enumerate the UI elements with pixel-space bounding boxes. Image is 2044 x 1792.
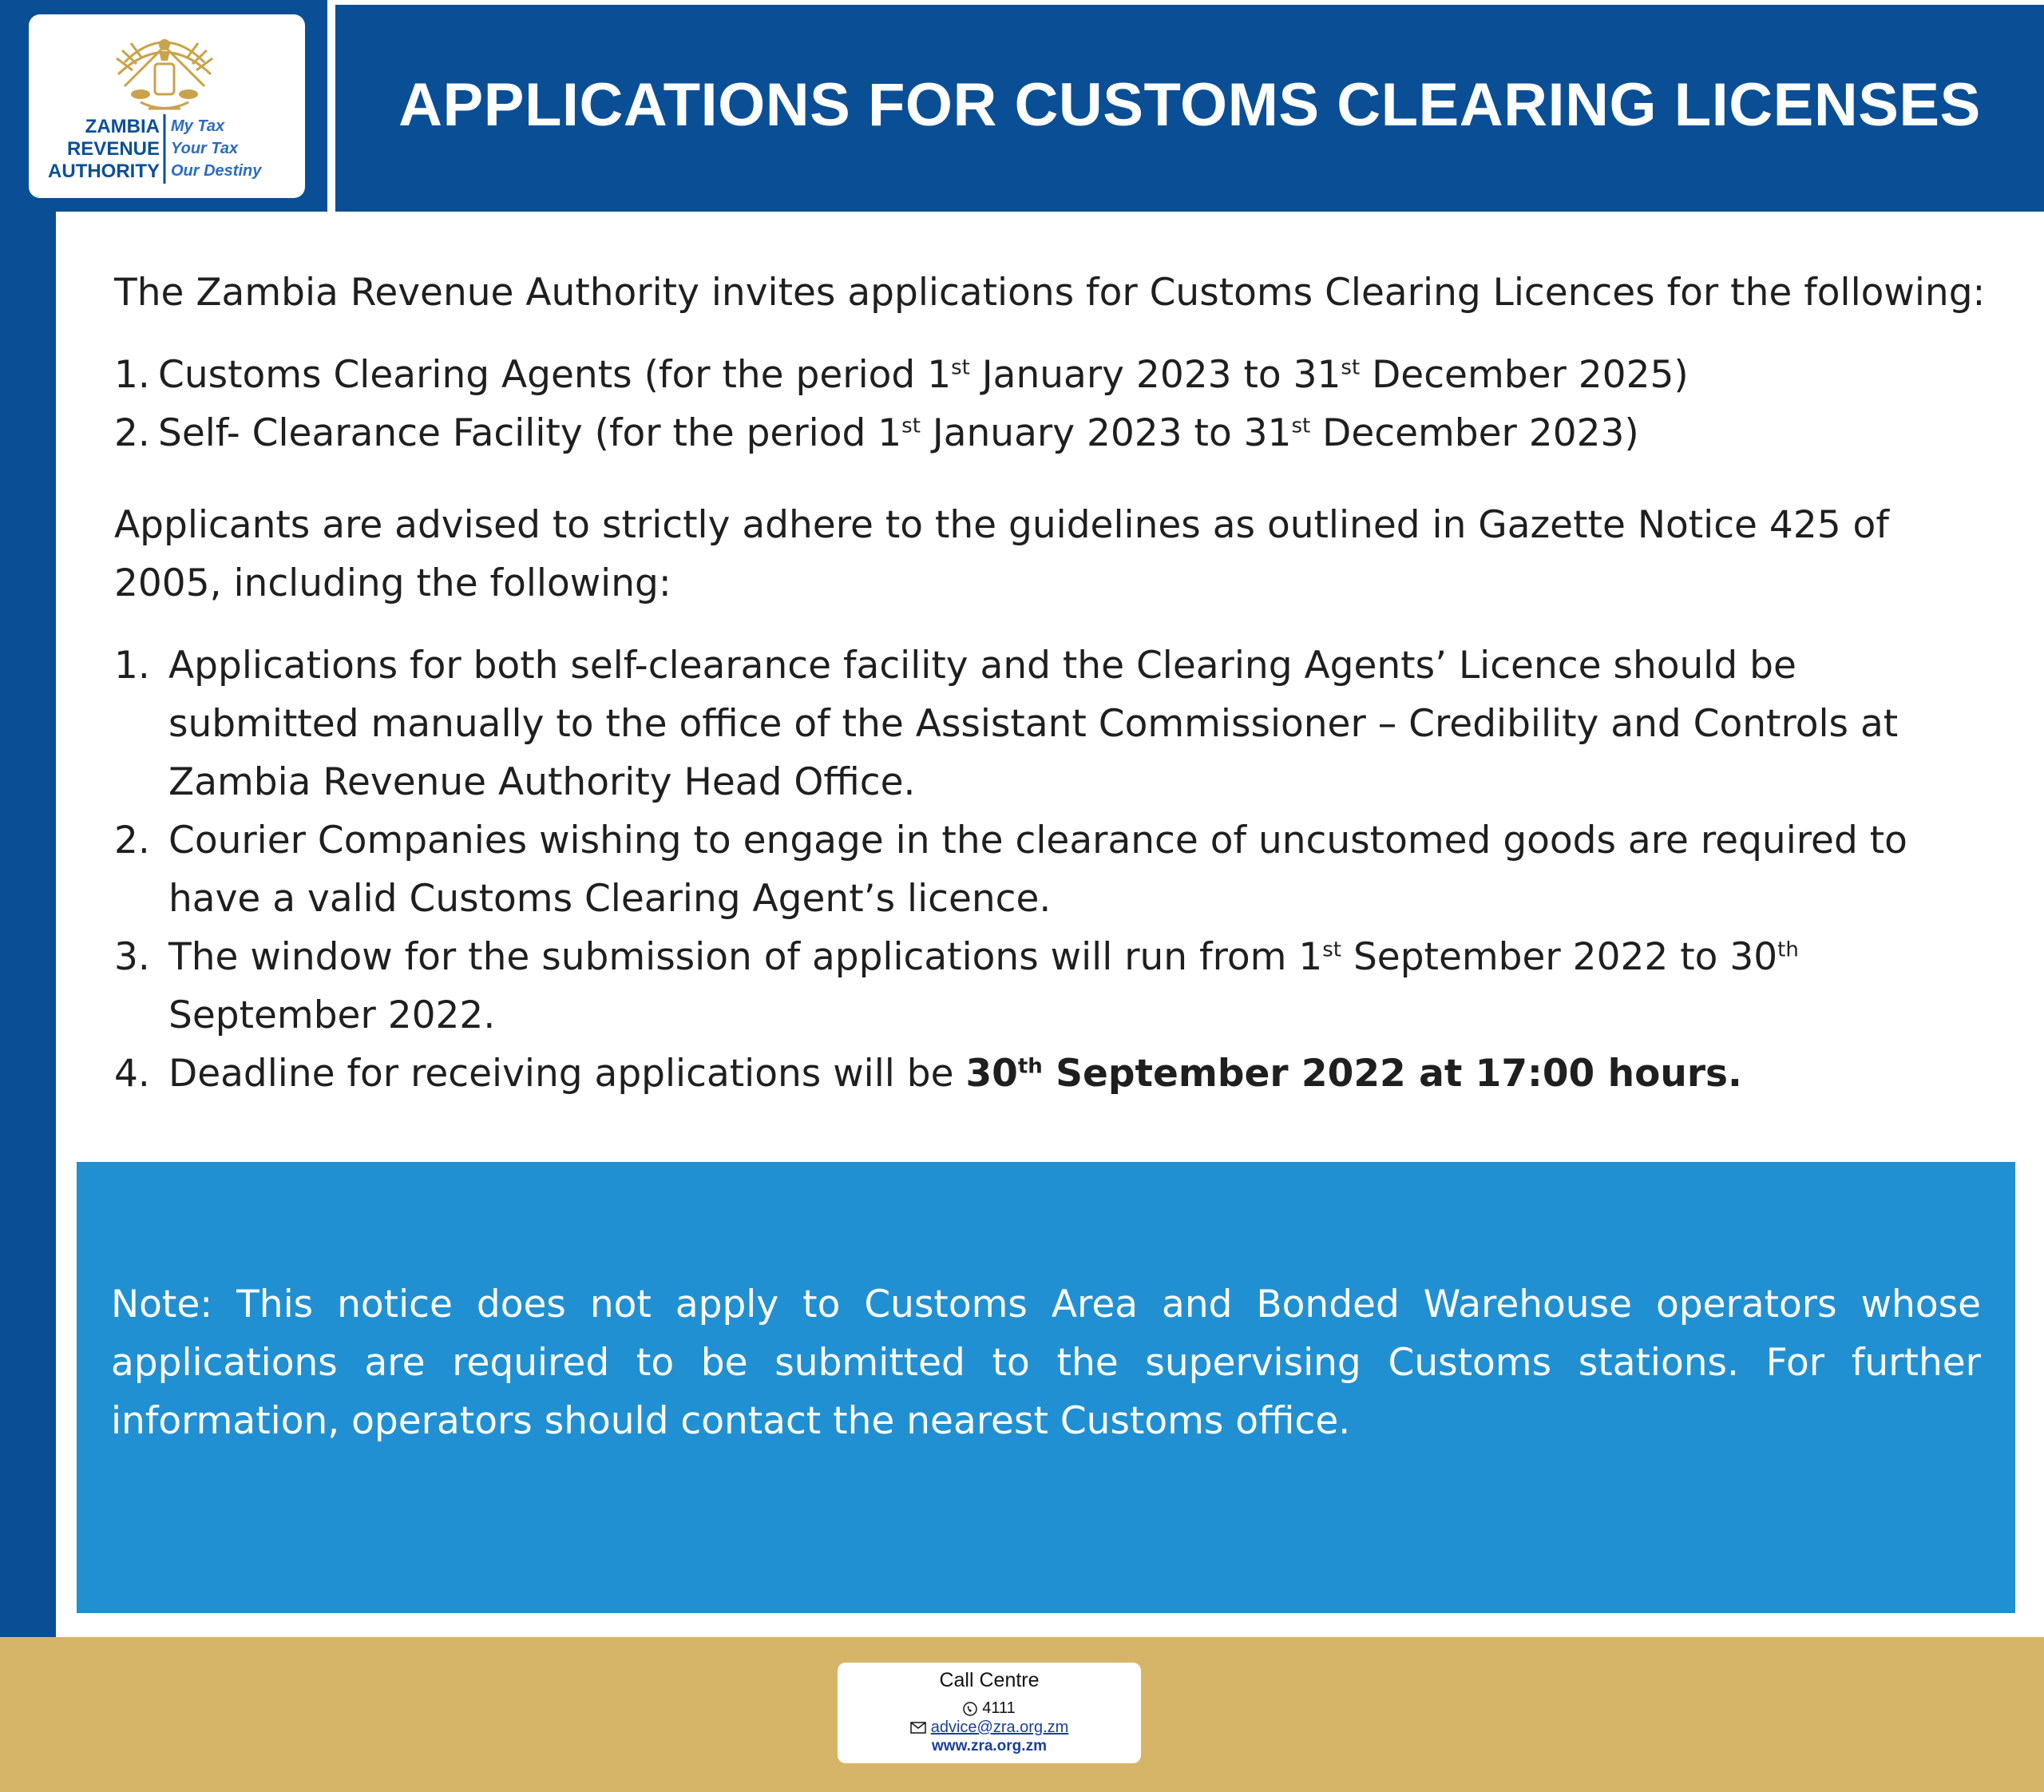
note-box bbox=[77, 1162, 2015, 1613]
list-item-number: 1. bbox=[114, 644, 150, 688]
ordinal-suffix: th bbox=[1777, 938, 1799, 962]
list-item-number: 4. bbox=[114, 1052, 150, 1096]
eagle-emblem-icon bbox=[29, 14, 305, 198]
list-item-text: Customs Clearing Agents (for the period 1 bbox=[158, 353, 952, 397]
logo-org-line2: REVENUE bbox=[66, 138, 160, 160]
ordinal-suffix: st bbox=[951, 355, 970, 380]
ordinal-suffix: st bbox=[1322, 938, 1341, 962]
ordinal-suffix: st bbox=[1291, 414, 1311, 438]
left-accent-bar bbox=[0, 0, 56, 1637]
call-centre-card bbox=[838, 1663, 1141, 1763]
zra-logo bbox=[29, 14, 305, 198]
list-item bbox=[114, 928, 1998, 1045]
deadline-day: 30 bbox=[965, 1052, 1018, 1096]
list-item-text: September 2022 to 30 bbox=[1341, 935, 1778, 979]
call-centre-title: Call Centre bbox=[939, 1669, 1040, 1691]
envelope-icon bbox=[910, 1722, 926, 1734]
list-item-text: The window for the submission of applications will run from 1 bbox=[168, 935, 1323, 979]
logo-slogan-line1: My Tax bbox=[171, 117, 225, 135]
list-item-text: Deadline for receiving applications will be bbox=[168, 1052, 966, 1096]
advice-text: Applicants are advised to strictly adhere to the guidelines as outlined in Gazette Notice 425 of 2005, including the following: bbox=[114, 503, 1889, 605]
list-item-text: January 2023 to 31 bbox=[920, 411, 1292, 455]
note-text: Note: This notice does not apply to Customs Area and Bonded Warehouse operators whose applications are required to be submitted to the supervising Customs stations. For further information, operators should contact the nearest Customs office. bbox=[111, 1283, 1981, 1443]
header-top-strip bbox=[335, 0, 2044, 5]
email-link[interactable]: advice@zra.org.zm bbox=[930, 1719, 1069, 1736]
guidelines-list bbox=[114, 636, 1998, 1103]
list-item-text: January 2023 to 31 bbox=[969, 353, 1341, 397]
list-item-text: Self- Clearance Facility (for the period 1 bbox=[158, 411, 902, 455]
list-item-text: Applications for both self-clearance facility and the Clearing Agents’ Licence should be submitted manually to the office of the Assistant Commissioner – Credibility and Controls at Zambia Revenue Authority Head Office. bbox=[168, 644, 1899, 804]
notice-body bbox=[114, 264, 1998, 1103]
ordinal-suffix: st bbox=[901, 414, 921, 438]
list-item-number: 2. bbox=[114, 819, 150, 862]
list-item bbox=[114, 811, 1998, 928]
ordinal-suffix: th bbox=[1017, 1054, 1043, 1079]
list-item-text: December 2023) bbox=[1310, 411, 1639, 455]
list-item-text: Courier Companies wishing to engage in the clearance of uncustomed goods are required to have a valid Customs Clearing Agent’s licence. bbox=[168, 819, 1907, 921]
list-item-number: 1. bbox=[114, 353, 150, 397]
logo-org-line1: ZAMBIA bbox=[85, 116, 160, 137]
deadline-text bbox=[965, 1052, 1741, 1096]
list-item-text: September 2022. bbox=[168, 993, 496, 1037]
list-item bbox=[114, 636, 1998, 811]
phone-icon bbox=[963, 1702, 977, 1716]
website-link[interactable]: www.zra.org.zm bbox=[932, 1738, 1047, 1754]
logo-org-line3: AUTHORITY bbox=[48, 161, 160, 182]
list-item-text: December 2025) bbox=[1360, 353, 1689, 397]
list-item-number: 2. bbox=[114, 411, 150, 455]
phone-number: 4111 bbox=[982, 1699, 1016, 1717]
licence-types-list bbox=[114, 346, 1998, 462]
list-item bbox=[114, 1045, 1998, 1103]
header-divider bbox=[327, 0, 335, 212]
logo-slogan-line2: Your Tax bbox=[171, 140, 239, 157]
list-item-number: 3. bbox=[114, 935, 150, 979]
ordinal-suffix: st bbox=[1341, 355, 1361, 380]
list-item bbox=[114, 346, 1998, 404]
list-item bbox=[114, 404, 1998, 462]
logo-slogan-line3: Our Destiny bbox=[171, 162, 262, 180]
intro-text: The Zambia Revenue Authority invites applications for Customs Clearing Licences for the following: bbox=[114, 271, 1986, 315]
deadline-rest: September 2022 at 17:00 hours. bbox=[1042, 1052, 1742, 1096]
page-title: APPLICATIONS FOR CUSTOMS CLEARING LICENSES bbox=[398, 71, 1981, 139]
